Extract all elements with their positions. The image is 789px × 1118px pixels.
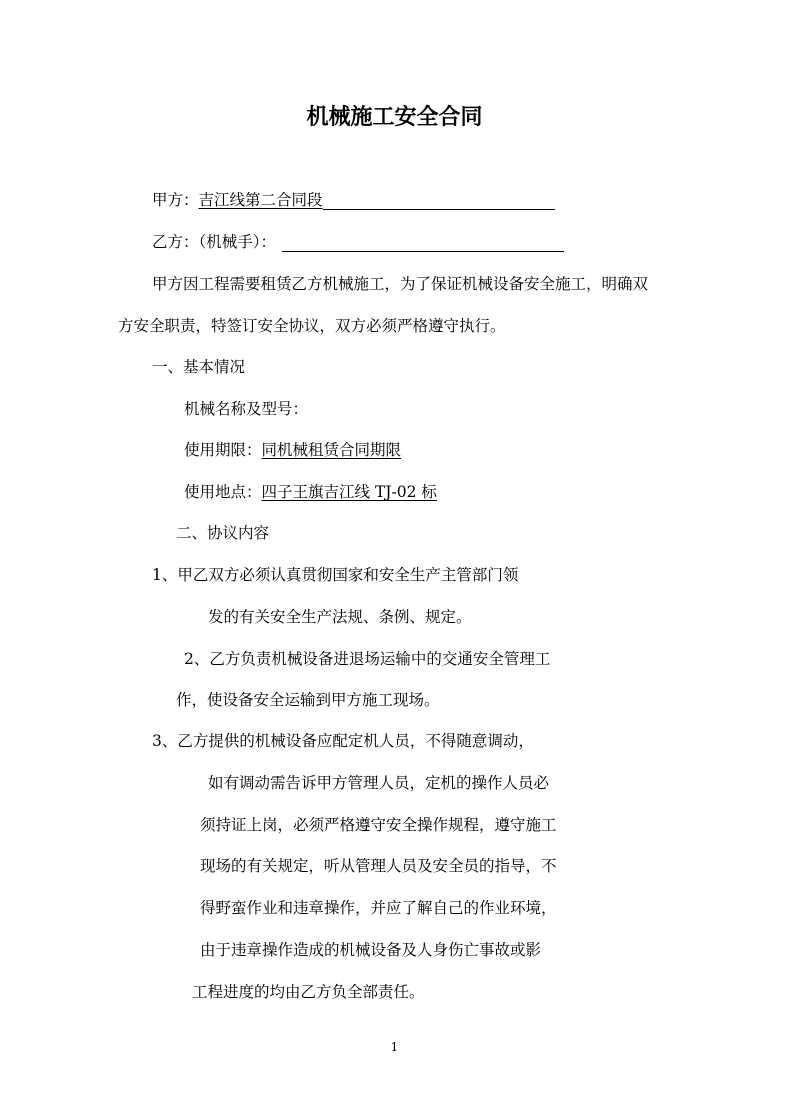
intro-line-2: 方安全职责，特签订安全协议，双方必须严格遵守执行。 bbox=[118, 317, 506, 335]
clause-line: 作，使设备安全运输到甲方施工现场。 bbox=[176, 691, 440, 709]
clause-line: 工程进度的均由乙方负全部责任。 bbox=[192, 983, 425, 1001]
usage-location-label: 使用地点： bbox=[184, 483, 262, 501]
usage-period-line bbox=[184, 440, 401, 460]
party-a-value: 吉江线第二合同段 bbox=[198, 191, 323, 209]
clause-line: 如有调动需告诉甲方管理人员，定机的操作人员必 bbox=[208, 774, 550, 792]
party-a-blank bbox=[323, 193, 555, 210]
section-1-heading: 一、基本情况 bbox=[152, 358, 246, 376]
clause-line: 2、乙方负责机械设备进退场运输中的交通安全管理工 bbox=[184, 650, 551, 668]
document-title: 机械施工安全合同 bbox=[306, 104, 483, 130]
clause-line: 须持证上岗，必须严格遵守安全操作规程，遵守施工 bbox=[200, 816, 557, 834]
intro-line-1: 甲方因工程需要租赁乙方机械施工，为了保证机械设备安全施工，明确双 bbox=[152, 275, 649, 293]
party-a-line bbox=[152, 190, 555, 210]
party-b-label: 乙方：（机械手）： bbox=[152, 233, 277, 251]
party-b-line bbox=[152, 232, 564, 252]
machine-name-label: 机械名称及型号： bbox=[184, 400, 309, 418]
party-a-label: 甲方： bbox=[152, 191, 199, 209]
clause-line: 由于违章操作造成的机械设备及人身伤亡事故或影 bbox=[200, 941, 542, 959]
clause-line: 得野蛮作业和违章操作，并应了解自己的作业环境， bbox=[200, 899, 557, 917]
section-2-heading: 二、协议内容 bbox=[176, 524, 270, 542]
clause-line: 3、乙方提供的机械设备应配定机人员，不得随意调动， bbox=[152, 732, 534, 750]
clause-line: 发的有关安全生产法规、条例、规定。 bbox=[208, 608, 472, 626]
clause-line: 1、甲乙双方必须认真贯彻国家和安全生产主管部门领 bbox=[152, 566, 519, 584]
page-number: 1 bbox=[390, 1040, 399, 1054]
party-b-blank bbox=[282, 235, 564, 252]
usage-period-value: 同机械租赁合同期限 bbox=[261, 441, 402, 459]
usage-location-line bbox=[184, 482, 437, 502]
usage-period-label: 使用期限： bbox=[184, 441, 262, 459]
usage-location-value: 四子王旗吉江线 TJ-02 标 bbox=[261, 483, 437, 501]
clause-line: 现场的有关规定，听从管理人员及安全员的指导，不 bbox=[200, 857, 557, 875]
